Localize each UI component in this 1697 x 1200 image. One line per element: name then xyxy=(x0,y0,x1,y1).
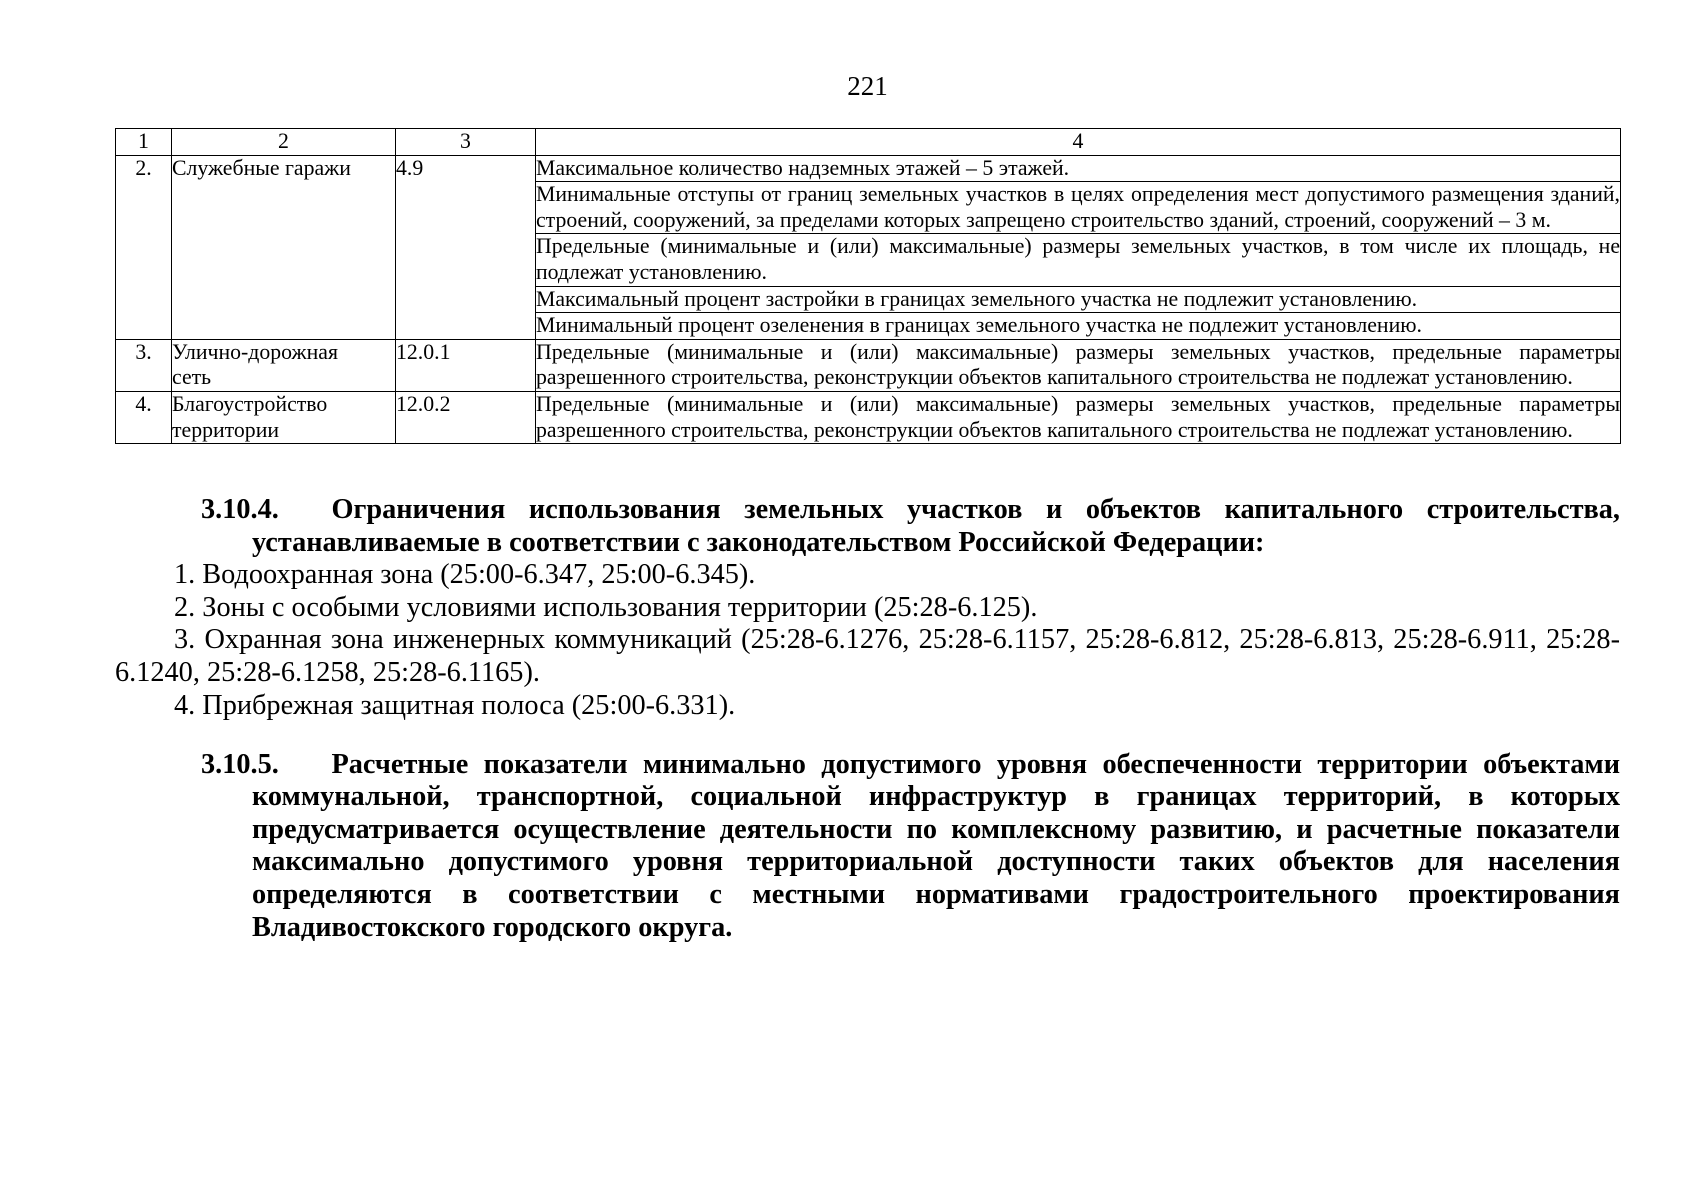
table-header-cell: 4 xyxy=(536,129,1621,156)
table-row xyxy=(116,391,1621,443)
parameter-text: Максимальный процент застройки в границах земельного участка не подлежит установлению. xyxy=(536,286,1621,313)
use-code: 12.0.2 xyxy=(396,391,536,443)
restriction-item: 1. Водоохранная зона (25:00-6.347, 25:00-6.345). xyxy=(174,559,756,591)
table-row xyxy=(116,339,1621,391)
table-header-cell: 1 xyxy=(116,129,172,156)
row-number: 3. xyxy=(116,339,172,391)
parameter-text: Минимальные отступы от границ земельных участков в целях определения мест допустимого размещения зданий, строений, сооружений, за пределами которых запрещено строительство зданий, строений, сооружений – 3 м. xyxy=(536,182,1621,234)
section-number: 3.10.5. xyxy=(201,748,279,780)
row-number: 2. xyxy=(116,155,172,339)
section-heading-3-10-5 xyxy=(115,749,1620,945)
section-title: Расчетные показатели минимально допустимого уровня обеспеченности территории объектами коммунальной, транспортной, социальной инфраструктур в границах территорий, в которых предусматривается осуществление деятельности по комплексному развитию, и расчетные показатели максимально допустимого уровня территориальной доступности таких объектов для населения определяются в соответствии с местными нормативами градостроительного проектирования Владивостокского городского округа. xyxy=(252,748,1620,943)
section-title: Ограничения использования земельных участков и объектов капитального строительства, устанавливаемые в соответствии с законодательством Российской Федерации: xyxy=(252,494,1620,558)
use-name-cell xyxy=(172,339,396,391)
page-number: 221 xyxy=(847,71,888,101)
use-name: Улично-дорожная сеть xyxy=(172,339,338,390)
table-header-row xyxy=(116,129,1621,156)
use-code: 12.0.1 xyxy=(396,339,536,391)
restriction-item: 2. Зоны с особыми условиями использования территории (25:28-6.125). xyxy=(174,591,1038,623)
parameter-text: Минимальный процент озеленения в границах земельного участка не подлежит установлению. xyxy=(536,313,1621,340)
section-heading-3-10-4 xyxy=(115,494,1620,559)
table-header-cell: 2 xyxy=(172,129,396,156)
parameter-text: Предельные (минимальные и (или) максимальные) размеры земельных участков, в том числе их площадь, не подлежат установлению. xyxy=(536,234,1621,286)
table-header-cell: 3 xyxy=(396,129,536,156)
use-name: Служебные гаражи xyxy=(172,155,351,180)
parameter-text: Предельные (минимальные и (или) максимальные) размеры земельных участков, предельные параметры разрешенного строительства, реконструкции объектов капитального строительства не подлежат установлению. xyxy=(536,339,1621,391)
table-row xyxy=(116,155,1621,182)
parameters-table xyxy=(115,128,1621,444)
parameter-text: Максимальное количество надземных этажей – 5 этажей. xyxy=(536,155,1621,182)
restriction-item: 4. Прибрежная защитная полоса (25:00-6.331). xyxy=(174,689,736,721)
restriction-item: 3. Охранная зона инженерных коммуникаций (25:28-6.1276, 25:28-6.1157, 25:28-6.812, 25:28-6.813, 25:28-6.911, 25:28-6.1240, 25:28-6.1258, 25:28-6.1165). xyxy=(115,624,1620,688)
use-code: 4.9 xyxy=(396,155,536,339)
use-name-cell xyxy=(172,391,396,443)
section-number: 3.10.4. xyxy=(201,494,279,525)
use-name: Благоустройство территории xyxy=(172,391,328,442)
use-name-cell xyxy=(172,155,396,339)
parameter-text: Предельные (минимальные и (или) максимальные) размеры земельных участков, предельные параметры разрешенного строительства, реконструкции объектов капитального строительства не подлежат установлению. xyxy=(536,391,1621,443)
row-number: 4. xyxy=(116,391,172,443)
document-body xyxy=(115,494,1620,944)
